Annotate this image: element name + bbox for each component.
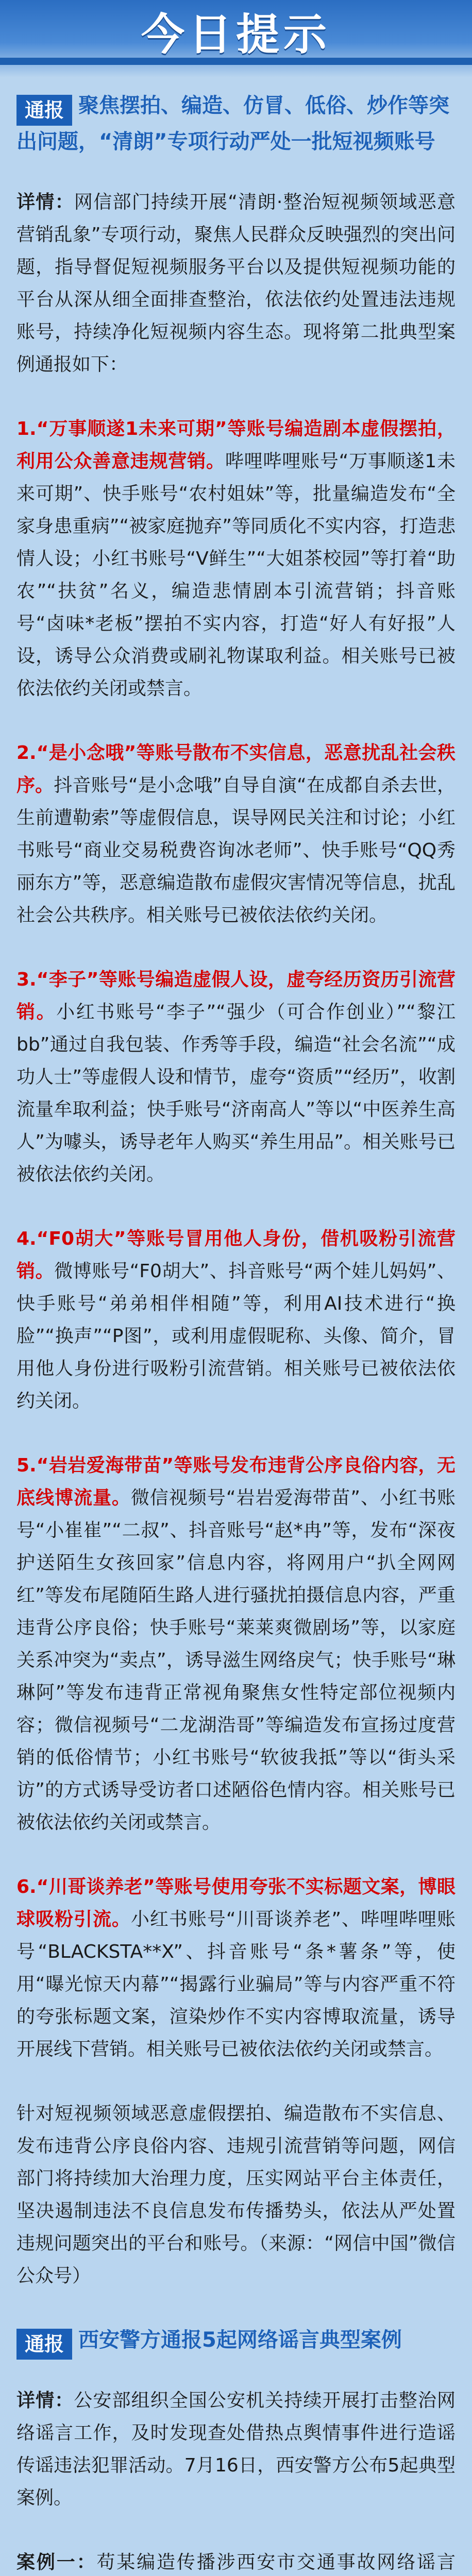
case-paragraph	[16, 737, 456, 931]
case-body: 微博账号“F0胡大”、抖音账号“两个娃儿妈妈”、快手账号“弟弟相伴相随”等，利用AI技术进行“换脸”“换声”“P图”，或利用虚假昵称、头像、简介，冒用他人身份进行吸粉引流营销。相关账号已被依法依约关闭。	[16, 1260, 456, 1412]
notice-2-intro	[16, 2384, 456, 2514]
case-paragraph	[16, 1871, 456, 2065]
notice-1-closing: 针对短视频领域恶意虚假摆拍、编造散布不实信息、发布违背公序良俗内容、违规引流营销等问题，网信部门将持续加大治理力度，压实网站平台主体责任，坚决遏制违法不良信息发布传播势头，依法从严处置违规问题突出的平台和账号。（来源：“网信中国”微信公众号）	[16, 2103, 456, 2286]
notice-headline: 聚焦摆拍、编造、仿冒、低俗、炒作等突出问题，“清朗”专项行动严处一批短视频账号	[16, 94, 450, 154]
case-body: 微信视频号“岩岩爱海带苗”、小红书账号“小崔崔”“二叔”、抖音账号“赵*冉”等，发布“深夜护送陌生女孩回家”信息内容，将网用户“扒全网网红”等发布尾随陌生路人进行骚扰拍摄信息内容，严重违背公序良俗；快手账号“莱莱爽微剧场”等，以家庭关系冲突为“卖点”，诱导滋生网络戾气；快手账号“琳琳阿”等发布违背正常视角聚焦女性特定部位视频内容；微信视频号“二龙湖浩哥”等编造发布宣扬过度营销的低俗情节；小红书账号“软彼我抵”等以“街头采访”的方式诱导受访者口述陋俗色情内容。相关账号已被依法依约关闭或禁言。	[16, 1487, 456, 1833]
intro-label: 详情：	[16, 2390, 74, 2411]
notice-tag: 通报	[16, 2329, 72, 2360]
case-body: 小红书账号“川哥谈养老”、哔哩哔哩账号“BLACKSTA**X”、抖音账号“条*薯条”等，使用“曝光惊天内幕”“揭露行业骗局”等与内容严重不符的夸张标题文案，渲染炒作不实内容博取流量，诱导开展线下营销。相关账号已被依法依约关闭或禁言。	[16, 1908, 456, 2060]
notice-1-intro	[16, 186, 456, 381]
case-title: 1.“万事顺遂1未来可期”等账号编造剧本虚假摆拍，利用公众善意违规营销。	[16, 418, 456, 472]
rumor-case-label: 案例一：	[16, 2552, 97, 2573]
case-paragraph	[16, 1223, 456, 1417]
notice-1	[16, 90, 456, 2292]
case-title: 3.“李子”等账号编造虚假人设，虚夸经历资历引流营销。	[16, 969, 456, 1023]
header-banner	[0, 0, 472, 77]
page-title: 今日提示	[141, 9, 331, 60]
intro-text: 网信部门持续开展“清朗·整治短视频领域恶意营销乱象”专项行动，聚焦人民群众反映强烈的突出问题，指导督促短视频服务平台以及提供短视频功能的平台从深从细全面排查整治，依法依约处置违法违规账号，持续净化短视频内容生态。现将第二批典型案例通报如下：	[16, 191, 456, 375]
case-title: 5.“岩岩爱海带苗”等账号发布违背公序良俗内容，无底线博流量。	[16, 1454, 456, 1509]
notice-headline: 西安警方通报5起网络谣言典型案例	[78, 2328, 402, 2352]
case-title: 4.“F0胡大”等账号冒用他人身份，借机吸粉引流营销。	[16, 1228, 456, 1282]
notice-2-header	[16, 2324, 456, 2360]
case-paragraph	[16, 1449, 456, 1839]
case-title: 2.“是小念哦”等账号散布不实信息，恶意扰乱社会秩序。	[16, 742, 456, 796]
content	[0, 77, 472, 2576]
intro-label: 详情：	[16, 191, 74, 213]
case-body: 小红书账号“李子”“强少（可合作创业）”“黎江bb”通过自我包装、作秀等手段，编造“社会名流”“成功人士”等虚假人设和情节，虚夸“资质”“经历”，收割流量牟取利益；快手账号“济南高人”等以“中医养生高人”为噱头，诱导老年人购买“养生用品”。相关账号已被依法依约关闭。	[16, 1001, 456, 1185]
rumor-case-text: 苟某编造传播涉西安市交通事故网络谣言	[96, 2552, 456, 2573]
case-body: 抖音账号“是小念哦”自导自演“在成都自杀去世，生前遭勒索”等虚假信息，误导网民关注和讨论；小红书账号“商业交易税费咨询冰老师”、快手账号“QQ秀丽东方”等，恶意编造散布虚假灾害情况等信息，扰乱社会公共秩序。相关账号已被依法依约关闭。	[16, 774, 456, 926]
case-title: 6.“川哥谈养老”等账号使用夸张不实标题文案，博眼球吸粉引流。	[16, 1876, 456, 1930]
notice-1-header	[16, 90, 456, 161]
notice-tag: 通报	[16, 95, 72, 126]
notice-2	[16, 2324, 456, 2576]
case-body: 哔哩哔哩账号“万事顺遂1未来可期”、快手账号“农村姐妹”等，批量编造发布“全家身患重病”“被家庭抛弃”等同质化不实内容，打造悲情人设；小红书账号“V鲜生”“大姐茶校园”等打着“助农”“扶贫”名义，编造悲情剧本引流营销；抖音账号“卤味*老板”摆拍不实内容，打造“好人有好报”人设，诱导公众消费或刷礼物谋取利益。相关账号已被依法依约关闭或禁言。	[16, 450, 456, 699]
case-paragraph	[16, 413, 456, 705]
case-paragraph	[16, 963, 456, 1191]
intro-text: 公安部组织全国公安机关持续开展打击整治网络谣言工作，及时发现查处借热点舆情事件进行造谣传谣违法犯罪活动。7月16日，西安警方公布5起典型案例。	[16, 2390, 456, 2509]
rumor-case	[16, 2546, 456, 2576]
